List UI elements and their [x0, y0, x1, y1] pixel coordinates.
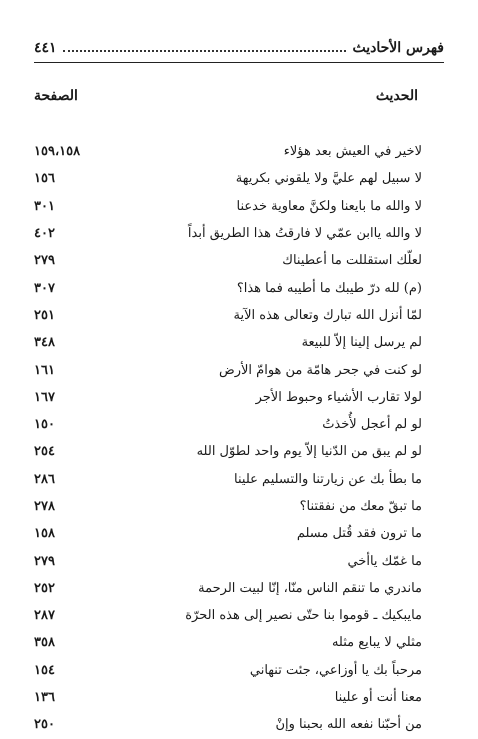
dotted-leader	[63, 38, 347, 52]
page-ref: ١٥٤	[34, 662, 55, 678]
index-row	[34, 493, 422, 520]
page-ref: ٢٥٤	[34, 444, 55, 460]
index-row	[34, 356, 422, 383]
hadith-text: لمّا أنزل الله تبارك وتعالى هذه الآية	[233, 307, 422, 323]
hadith-text: ما غمّك ياأخي	[347, 553, 422, 569]
index-row	[34, 247, 422, 274]
index-row	[34, 411, 422, 438]
page-ref: ٣٥٨	[34, 635, 55, 651]
hadith-text: لا سبيل لهم عليَّ ولا يلقوني بكريهة	[235, 171, 422, 187]
page-ref: ١٥٦	[34, 171, 55, 187]
index-row	[34, 575, 422, 602]
column-heading-page: الصفحة	[34, 88, 78, 104]
page-ref: ١٥٠	[34, 417, 55, 433]
header-title: فهرس الأحاديث	[352, 40, 444, 56]
hadith-text: ما ترون فقد قُتل مسلم	[296, 526, 422, 542]
hadith-text: معنا أنت أو علينا	[334, 690, 422, 706]
page-ref: ٤٠٢	[34, 226, 55, 242]
index-row	[34, 438, 422, 465]
page-ref: ٣٤٨	[34, 335, 55, 351]
page-ref: ١٥٨	[34, 526, 55, 542]
index-row	[34, 302, 422, 329]
index-row	[34, 547, 422, 574]
page-ref: ٢٨٦	[34, 471, 55, 487]
page-ref: ٢٥٠	[34, 717, 55, 733]
hadith-text: لا والله ياابن عمّي لا فارقتُ هذا الطريق أبداً	[187, 226, 422, 242]
hadith-text: من أحبّنا نفعه الله بحبنا وإنْ	[275, 717, 422, 733]
index-row	[34, 466, 422, 493]
header-rule	[34, 62, 444, 63]
page-ref: ٢٧٩	[34, 553, 55, 569]
hadith-text: لولا تقارب الأشياء وحبوط الأجر	[255, 389, 422, 405]
page-ref: ٣٠٧	[34, 280, 55, 296]
hadith-text: مثلي لا يبايع مثله	[331, 635, 422, 651]
hadith-text: لم يرسل إلينا إلاّ للبيعة	[301, 335, 422, 351]
index-row	[34, 629, 422, 656]
page-ref: ٢٧٩	[34, 253, 55, 269]
index-row	[34, 329, 422, 356]
header-page-number: ٤٤١	[34, 40, 57, 56]
page-ref: ١٦٧	[34, 389, 55, 405]
index-list	[34, 138, 422, 739]
hadith-text: لا والله ما بايعنا ولكنَّ معاوية خدعنا	[236, 198, 422, 214]
hadith-text: ما تبقّ معك من نفقتنا؟	[299, 499, 422, 514]
page-ref: ٢٥٢	[34, 580, 55, 596]
index-row	[34, 220, 422, 247]
page-ref: ١٣٦	[34, 690, 55, 706]
hadith-text: لو كنت في جحر هامّة من هوامّ الأرض	[219, 362, 422, 378]
index-row	[34, 520, 422, 547]
index-row	[34, 138, 422, 165]
hadith-text: مايبكيك ـ قوموا بنا حتّى نصير إلى هذه الحرّة	[185, 608, 422, 624]
hadith-text: مرحباً بك يا أوزاعي، جئت تنهاني	[249, 662, 422, 678]
hadith-text: لو لم يبق من الدّنيا إلاّ يوم واحد لطوّل الله	[196, 444, 422, 460]
column-heading-hadith: الحديث	[375, 88, 418, 104]
index-row	[34, 684, 422, 711]
hadith-text: لعلّك استقللت ما أعطيناك	[282, 253, 422, 269]
running-header	[34, 38, 444, 60]
page-ref: ٣٠١	[34, 198, 55, 214]
hadith-text: ماندري ما تنقم الناس منّا، إنّا لبيت الرحمة	[198, 580, 422, 596]
index-row	[34, 193, 422, 220]
hadith-text: لاخير في العيش بعد هؤلاء	[283, 144, 422, 160]
hadith-text: (م) لله درّ طيبك ما أطيبه فما هذا؟	[236, 280, 422, 296]
index-row	[34, 657, 422, 684]
page-ref: ٢٥١	[34, 307, 55, 323]
page-ref: ١٥٩،١٥٨	[34, 144, 81, 160]
hadith-text: ما بطأ بك عن زيارتنا والتسليم علينا	[234, 471, 422, 487]
page-ref: ٢٧٨	[34, 499, 55, 514]
index-row	[34, 384, 422, 411]
page-ref: ٢٨٧	[34, 608, 55, 624]
page-ref: ١٦١	[34, 362, 55, 378]
index-row	[34, 274, 422, 301]
index-row	[34, 602, 422, 629]
index-row	[34, 711, 422, 738]
hadith-text: لو لم أعجل لأُخذتُ	[322, 417, 422, 433]
index-row	[34, 165, 422, 192]
